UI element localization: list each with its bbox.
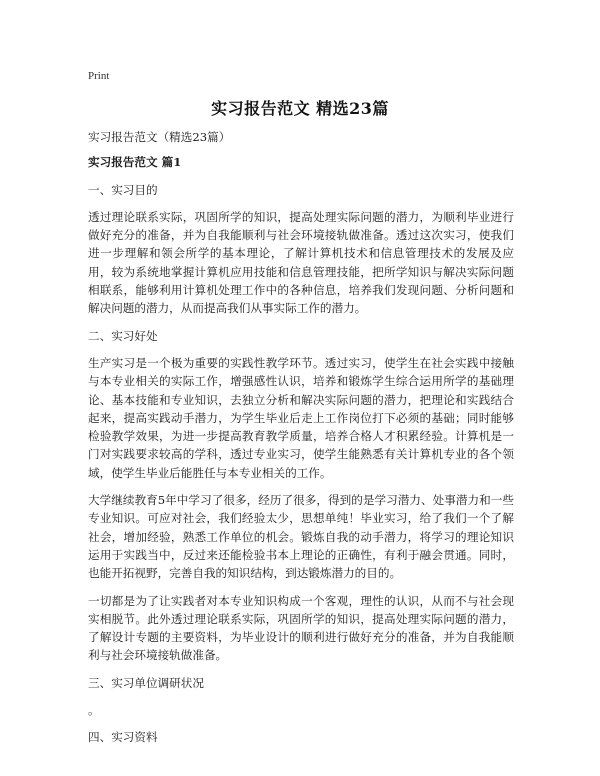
document-subtitle: 实习报告范文（精选23篇） xyxy=(88,130,231,144)
paragraph-benefits-2: 大学继续教育5年中学习了很多，经历了很多，得到的是学习潜力、处事潜力和一些专业知识。可应对社会，我们经验太少，思想单纯！毕业实习，给了我们一个了解社会，增加经验，熟悉工作单位的机会。锻炼自我的动手潜力，将学习的理论知识运用于实践当中，反过来还能检验书本上理论的正确性，有利于融会贯通。同时，也能开拓视野，完善自我的知识结构，到达锻炼潜力的目的。 xyxy=(88,493,514,581)
print-link[interactable]: Print xyxy=(88,70,110,82)
section-heading-materials: 四、实习资料 xyxy=(88,730,158,745)
section-heading-survey: 三、实习单位调研状况 xyxy=(88,675,204,690)
paragraph-survey: 。 xyxy=(88,703,100,718)
section-heading-benefits: 二、实习好处 xyxy=(88,328,158,343)
article-heading: 实习报告范文 篇1 xyxy=(88,155,182,170)
paragraph-benefits-3: 一切都是为了让实践者对本专业知识构成一个客观，理性的认识，从而不与社会现实相脱节。此外透过理论联系实际，巩固所学的知识，提高处理实际问题的潜力，了解设计专题的主要资料，为毕业设计的顺利进行做好充分的准备，并为自我能顺利与社会环境接轨做准备。 xyxy=(88,593,514,663)
document-title: 实习报告范文 精选23篇 xyxy=(211,99,389,118)
document-body xyxy=(88,128,514,756)
paragraph-benefits-1: 生产实习是一个极为重要的实践性教学环节。透过实习，使学生在社会实践中接触与本专业相关的实际工作，增强感性认识，培养和锻炼学生综合运用所学的基础理论、基本技能和专业知识，去独立分析和解决实际问题的潜力，把理论和实践结合起来，提高实践动手潜力，为学生毕业后走上工作岗位打下必须的基础；同时能够检验教学效果，为进一步提高教育教学质量，培养合格人才积累经验。计算机是一门对实践要求较高的学科，透过专业实习，使学生能熟悉有关计算机专业的各个领域，使学生毕业后能胜任与本专业相关的工作。 xyxy=(88,355,514,480)
section-heading-purpose: 一、实习目的 xyxy=(88,182,158,197)
paragraph-purpose: 透过理论联系实际，巩固所学的知识，提高处理实际问题的潜力，为顺利毕业进行做好充分的准备，并为自我能顺利与社会环境接轨做准备。透过这次实习，使我们进一步理解和领会所学的基本理论，了解计算机技术和信息管理技术的发展及应用，较为系统地掌握计算机应用技能和信息管理技能，把所学知识与解决实际问题相联系，能够利用计算机处理工作中的各种信息，培养我们发现问题、分析问题和解决问题的潜力，从而提高我们从事实际工作的潜力。 xyxy=(88,209,514,316)
